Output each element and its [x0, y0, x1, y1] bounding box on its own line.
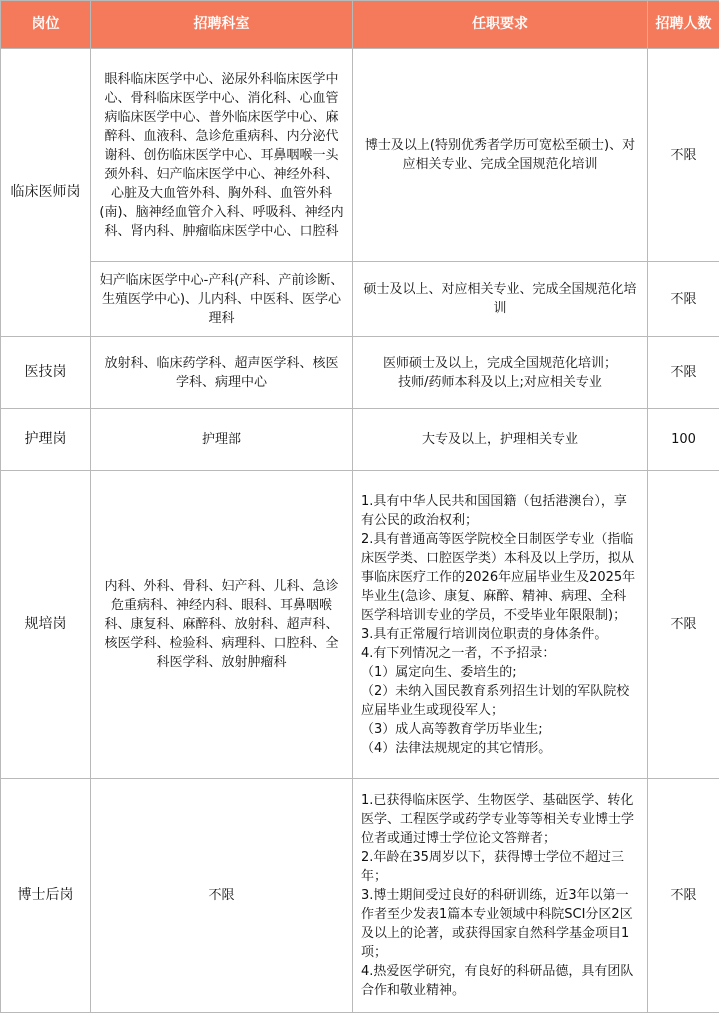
requirements-cell — [353, 471, 648, 779]
count-cell: 不限 — [648, 337, 719, 409]
requirement-line: （2）未纳入国民教育系列招生计划的军队院校应届毕业生或现役军人； — [361, 683, 630, 718]
count-cell: 不限 — [648, 471, 719, 779]
position-cell: 临床医师岗 — [1, 49, 91, 337]
requirements-cell: 大专及以上，护理相关专业 — [353, 409, 648, 471]
requirement-line: 1.已获得临床医学、生物医学、基础医学、转化医学、工程医学或药学专业等等相关专业博士学位者或通过博士学位论文答辩者； — [361, 793, 635, 846]
department-cell: 放射科、临床药学科、超声医学科、核医学科、病理中心 — [91, 337, 353, 409]
table-row — [1, 779, 719, 1013]
header-count: 招聘人数 — [648, 1, 719, 49]
department-cell: 眼科临床医学中心、泌尿外科临床医学中心、骨科临床医学中心、消化科、心血管病临床医学中心、普外临床医学中心、麻醉科、血液科、急诊危重病科、内分泌代谢科、创伤临床医学中心、耳鼻咽喉一头颈外科、妇产临床医学中心、神经外科、心脏及大血管外科、胸外科、血管外科(南)、脑神经血管介入科、呼吸科、神经内科、肾内科、肿瘤临床医学中心、口腔科 — [91, 49, 353, 262]
position-cell: 护理岗 — [1, 409, 91, 471]
requirement-line: 3.博士期间受过良好的科研训练，近3年以第一作者至少发表1篇本专业领域中科院SCI分区2区及以上的论著，或获得国家自然科学基金项目1项； — [361, 888, 633, 960]
requirement-line: 1.具有中华人民共和国国籍（包括港澳台），享有公民的政治权利； — [361, 493, 627, 528]
header-position: 岗位 — [1, 1, 91, 49]
requirement-line: 4.热爱医学研究，有良好的科研品德，具有团队合作和敬业精神。 — [361, 964, 634, 998]
header-requirements: 任职要求 — [353, 1, 648, 49]
count-cell: 100 — [648, 409, 719, 471]
requirement-line: 4.有下列情况之一者，不予招录： — [361, 645, 556, 661]
department-cell: 不限 — [91, 779, 353, 1013]
requirement-line: （3）成人高等教育学历毕业生; — [361, 721, 543, 737]
table-row — [1, 262, 719, 337]
position-cell: 博士后岗 — [1, 779, 91, 1013]
table-row — [1, 337, 719, 409]
requirement-line: （1）属定向生、委培生的; — [361, 664, 517, 680]
requirement-line: 技师/药师本科及以上;对应相关专业 — [398, 374, 602, 390]
count-cell: 不限 — [648, 779, 719, 1013]
requirement-line: 2.具有普通高等医学院校全日制医学专业（指临床医学类、口腔医学类）本科及以上学历，拟从事临床医疗工作的2026年应届毕业生及2025年毕业生(急诊、康复、麻醉、精神、病理、全科医学科培训专业的学员，不受毕业年限限制)； — [361, 531, 636, 623]
requirement-line: 医师硕士及以上，完成全国规范化培训； — [382, 355, 617, 371]
position-cell: 医技岗 — [1, 337, 91, 409]
table-header-row — [1, 1, 719, 49]
requirements-cell — [353, 337, 648, 409]
requirement-line: 3.具有正常履行培训岗位职责的身体条件。 — [361, 626, 608, 642]
table-row — [1, 409, 719, 471]
table-row — [1, 49, 719, 262]
department-cell: 妇产临床医学中心-产科(产科、产前诊断、生殖医学中心)、儿内科、中医科、医学心理科 — [91, 262, 353, 337]
department-cell: 内科、外科、骨科、妇产科、儿科、急诊危重病科、神经内科、眼科、耳鼻咽喉科、康复科、麻醉科、放射科、超声科、核医学科、检验科、病理科、口腔科、全科医学科、放射肿瘤科 — [91, 471, 353, 779]
department-cell: 护理部 — [91, 409, 353, 471]
header-department: 招聘科室 — [91, 1, 353, 49]
position-cell: 规培岗 — [1, 471, 91, 779]
requirements-cell: 硕士及以上、对应相关专业、完成全国规范化培训 — [353, 262, 648, 337]
requirements-cell: 博士及以上(特别优秀者学历可宽松至硕士)、对应相关专业、完成全国规范化培训 — [353, 49, 648, 262]
requirement-line: （4）法律法规规定的其它情形。 — [361, 740, 552, 756]
count-cell: 不限 — [648, 262, 719, 337]
requirement-line: 2.年龄在35周岁以下，获得博士学位不超过三年； — [361, 850, 624, 884]
count-cell: 不限 — [648, 49, 719, 262]
requirements-cell — [353, 779, 648, 1013]
table-row — [1, 471, 719, 779]
